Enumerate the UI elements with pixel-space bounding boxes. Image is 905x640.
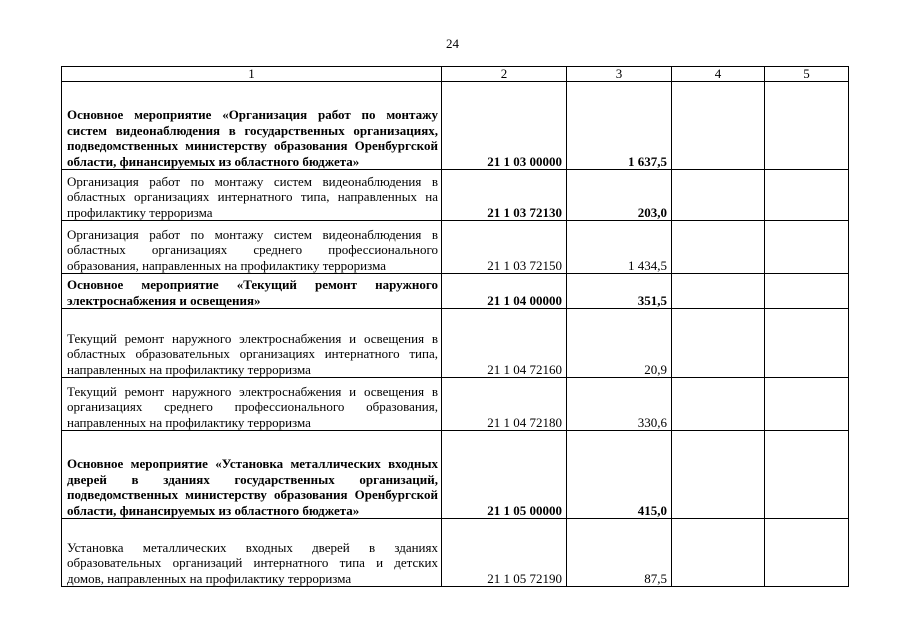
row-description: Основное мероприятие «Текущий ремонт наружного электроснабжения и освещения» <box>62 274 442 309</box>
row-description: Организация работ по монтажу систем видеонаблюдения в областных организациях интернатного типа, направленных на профилактику терроризма <box>62 170 442 221</box>
row-amount: 203,0 <box>567 170 672 221</box>
row-code: 21 1 05 72190 <box>442 519 567 587</box>
header-row <box>62 67 849 82</box>
page-number: 24 <box>446 36 459 51</box>
table-row <box>62 431 849 519</box>
table-row <box>62 378 849 431</box>
row-col5 <box>765 221 849 274</box>
row-col4 <box>672 309 765 378</box>
row-amount: 330,6 <box>567 378 672 431</box>
row-description: Текущий ремонт наружного электроснабжения и освещения в организациях среднего профессионального образования, направленных на профилактику терроризма <box>62 378 442 431</box>
table-row <box>62 309 849 378</box>
row-amount: 351,5 <box>567 274 672 309</box>
row-amount: 20,9 <box>567 309 672 378</box>
row-col5 <box>765 274 849 309</box>
header-col-5: 5 <box>765 67 849 82</box>
row-col5 <box>765 82 849 170</box>
row-description: Текущий ремонт наружного электроснабжения и освещения в областных образовательных организациях интернатного типа, направленных на профилактику терроризма <box>62 309 442 378</box>
row-col4 <box>672 274 765 309</box>
row-code: 21 1 05 00000 <box>442 431 567 519</box>
row-code: 21 1 03 00000 <box>442 82 567 170</box>
row-col5 <box>765 519 849 587</box>
row-description: Организация работ по монтажу систем видеонаблюдения в областных организациях среднего профессионального образования, направленных на профилактику терроризма <box>62 221 442 274</box>
row-col4 <box>672 519 765 587</box>
row-amount: 1 434,5 <box>567 221 672 274</box>
row-code: 21 1 04 72180 <box>442 378 567 431</box>
budget-table <box>61 66 849 587</box>
row-col4 <box>672 82 765 170</box>
row-col4 <box>672 431 765 519</box>
table-row <box>62 519 849 587</box>
row-col4 <box>672 221 765 274</box>
row-description: Установка металлических входных дверей в зданиях образовательных организаций интернатного типа и детских домов, направленных на профилактику терроризма <box>62 519 442 587</box>
row-code: 21 1 04 00000 <box>442 274 567 309</box>
row-description: Основное мероприятие «Организация работ по монтажу систем видеонаблюдения в государственных организациях, подведомственных министерству образования Оренбургской области, финансируемых из областного бюджета» <box>62 82 442 170</box>
table-row <box>62 221 849 274</box>
row-code: 21 1 03 72150 <box>442 221 567 274</box>
row-col4 <box>672 378 765 431</box>
row-amount: 415,0 <box>567 431 672 519</box>
header-col-1: 1 <box>62 67 442 82</box>
row-col4 <box>672 170 765 221</box>
row-amount: 87,5 <box>567 519 672 587</box>
row-code: 21 1 04 72160 <box>442 309 567 378</box>
table-row <box>62 82 849 170</box>
table-row <box>62 274 849 309</box>
header-col-2: 2 <box>442 67 567 82</box>
row-col5 <box>765 170 849 221</box>
header-col-4: 4 <box>672 67 765 82</box>
row-col5 <box>765 378 849 431</box>
row-amount: 1 637,5 <box>567 82 672 170</box>
row-description: Основное мероприятие «Установка металлических входных дверей в зданиях государственных организаций, подведомственных министерству образования Оренбургской области, финансируемых из областного бюджета» <box>62 431 442 519</box>
header-col-3: 3 <box>567 67 672 82</box>
row-code: 21 1 03 72130 <box>442 170 567 221</box>
row-col5 <box>765 431 849 519</box>
row-col5 <box>765 309 849 378</box>
table-row <box>62 170 849 221</box>
